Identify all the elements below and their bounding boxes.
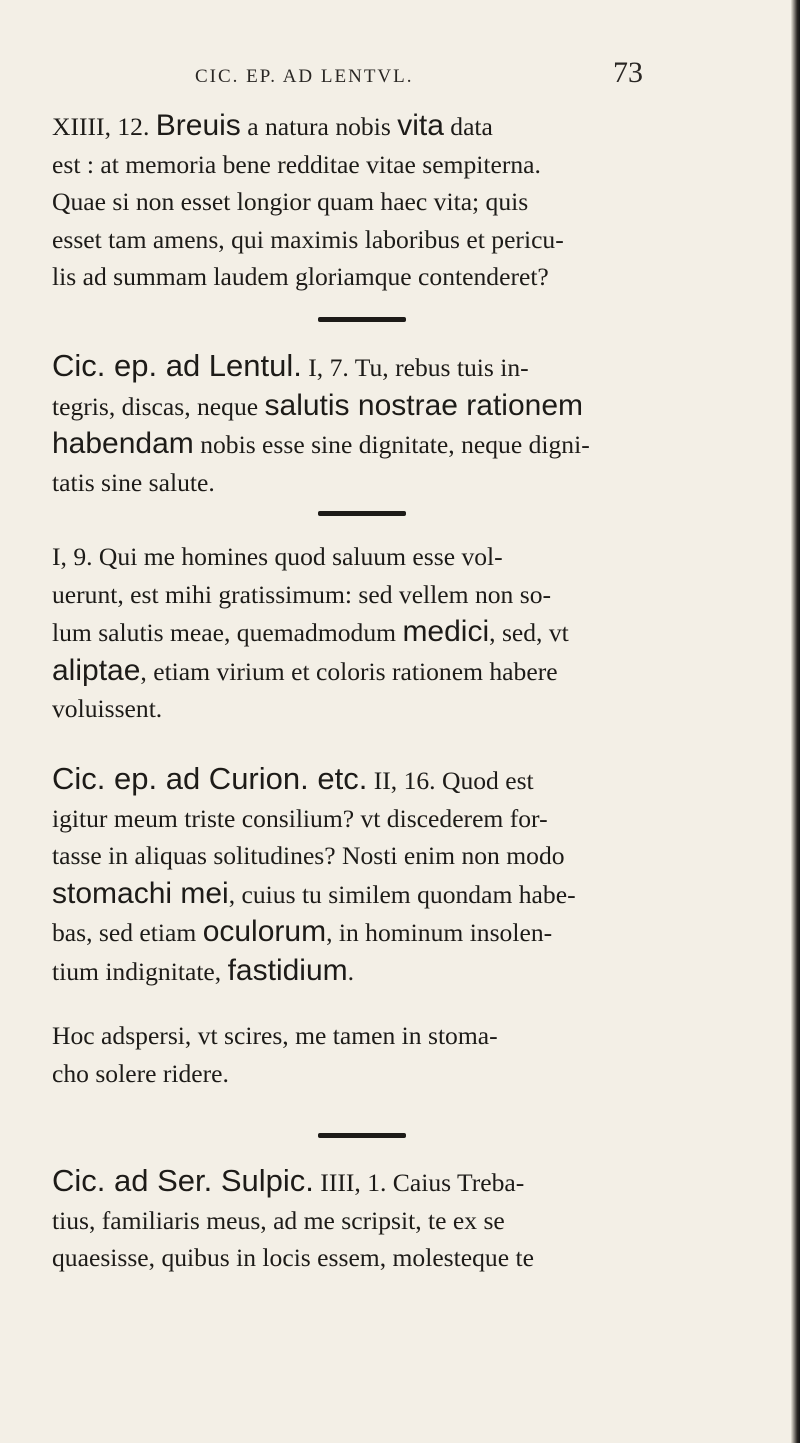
running-head: CIC. EP. AD LENTVL. [195,66,414,87]
section-rule [318,1133,406,1138]
text-line: tius, familiaris meus, ad me scripsit, te ex se [52,1205,505,1235]
section-rule [318,317,406,322]
text-line: Cic. ep. ad Lentul. I, 7. Tu, rebus tuis in- [52,348,529,383]
text-line: tatis sine salute. [52,467,215,497]
citation: Cic. ep. ad Lentul. [52,348,302,383]
paragraph-hoc-adspersi [52,1017,752,1092]
paragraph-curion [52,760,752,991]
page-edge [791,0,800,1443]
paragraph-sulpic [52,1162,752,1277]
text-line: tasse in aliquas solitudines? Nosti enim non modo [52,841,565,871]
paragraph-breuis [52,107,752,296]
text-line: aliptae, etiam virium et coloris rationem habere [52,653,558,687]
text-line: lum salutis meae, quemadmodum medici, sed, vt [52,615,569,649]
text-line: igitur meum triste consilium? vt discederem for- [52,803,548,833]
text-line: XIIII, 12. Breuis a natura nobis vita data [52,109,493,142]
text-line: habendam nobis esse sine dignitate, neque digni- [52,427,590,461]
text-line: I, 9. Qui me homines quod saluum esse vol- [52,542,503,571]
paragraph-lentul-1-9 [52,538,752,728]
page-number: 73 [613,56,643,89]
text-line: voluissent. [52,694,163,724]
text-line: Hoc adspersi, vt scires, me tamen in stoma- [52,1021,498,1050]
text-line: quaesisse, quibus in locis essem, molesteque te [52,1243,534,1273]
citation: Cic. ep. ad Curion. etc. [52,761,368,796]
text-line: esset tam amens, qui maximis laboribus et pericu- [52,224,564,254]
text-line: tium indignitate, fastidium. [52,953,355,987]
text-line: uerunt, est mihi gratissimum: sed vellem non so- [52,579,552,609]
text-line: stomachi mei, cuius tu similem quondam habe- [52,876,576,910]
text-line: est : at memoria bene redditae vitae sempiterna. [52,149,541,179]
text-line: Cic. ad Ser. Sulpic. IIII, 1. Caius Treba- [52,1163,525,1198]
paragraph-lentul-1-7 [52,347,752,501]
text-line: Cic. ep. ad Curion. etc. II, 16. Quod est [52,761,534,796]
citation: Cic. ad Ser. Sulpic. [52,1163,314,1198]
section-rule [318,511,406,516]
text-line: Quae si non esset longior quam haec vita; quis [52,187,529,217]
text-line: tegris, discas, neque salutis nostrae rationem [52,388,584,422]
text-line: bas, sed etiam oculorum, in hominum insolen- [52,915,553,949]
text-line: cho solere ridere. [52,1058,229,1088]
page-header [195,56,655,98]
text-line: lis ad summam laudem gloriamque contenderet? [52,262,549,292]
